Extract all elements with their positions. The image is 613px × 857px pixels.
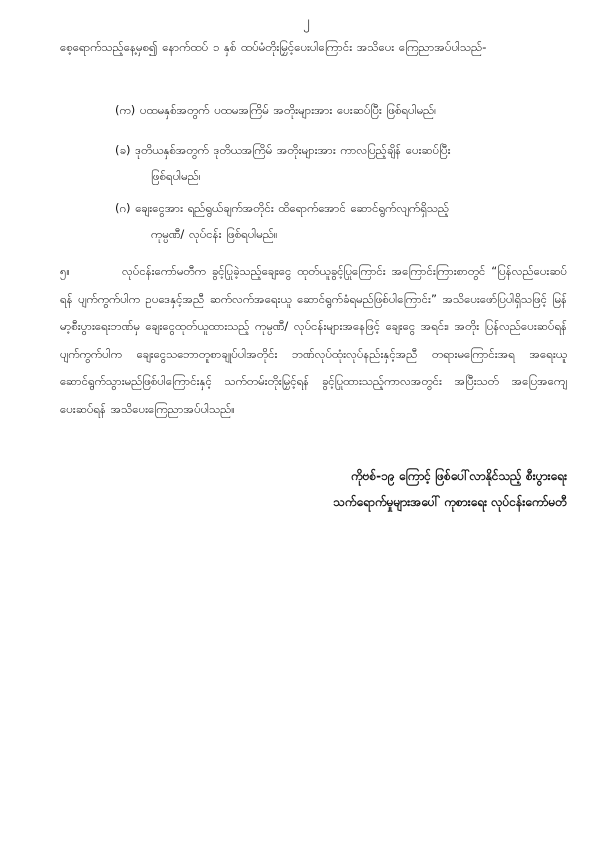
paragraph-5 <box>60 258 567 423</box>
page-number: ၂ <box>303 14 310 30</box>
list-item-label: (ဂ) <box>115 201 131 215</box>
list-item-label: (ခ) <box>115 143 131 157</box>
signature-line-2: သက်ရောက်မှုများအပေါ် ကုစားရေး လုပ်ငန်းကော်မတီ <box>333 495 567 509</box>
list-item-continuation: ကုမ္ပဏီ/ လုပ်ငန်း ဖြစ်ရပါမည်။ <box>151 227 278 241</box>
intro-paragraph: စေ့ရောက်သည့်နေ့မှစ၍ နောက်ထပ် ၁ နှစ် ထပ်မံတိုးမြှင့်ပေးပါကြောင်း အသိပေး ကြေညာအပ်ပါသည်- <box>60 40 487 54</box>
list-item-c <box>115 195 567 247</box>
list-item-label: (က) <box>115 103 136 117</box>
paragraph-text: လုပ်ငန်းကော်မတီက ခွင့်ပြုခဲ့သည့်ချေးငွေ ထုတ်ယူခွင့်ပြုကြောင်း အကြောင်းကြားစာတွင် “ပြန်လည်ပေးဆပ်ရန် ပျက်ကွက်ပါက ဥပဒေနှင့်အညီ ဆက်လက်အရေးယူ ဆောင်ရွက်ခံရမည်ဖြစ်ပါကြောင်း” အသိပေးဖော်ပြပါရှိသဖြင့် မြန်မာ့စီးပွားရေးဘဏ်မှ ချေးငွေထုတ်ယူထားသည့် ကုမ္ပဏီ/ လုပ်ငန်းများအနေဖြင့် ချေးငွေ အရင်း၊ အတိုး ပြန်လည်ပေးဆပ်ရန် ပျက်ကွက်ပါက ချေးငွေသဘောတူစာချုပ်ပါအတိုင်း ဘဏ်လုပ်ထုံးလုပ်နည်းနှင့်အညီ တရားမကြောင်းအရ အရေးယူဆောင်ရွက်သွားမည်ဖြစ်ပါကြောင်းနှင့် သက်တမ်းတိုးမြှင့်ရန် ခွင့်ပြုထားသည့်ကာလအတွင်း အပြီးသတ် အပြေအကျေပေးဆပ်ရန် အသိပေးကြေညာအပ်ပါသည်။ <box>60 264 567 416</box>
list-item-text: ပထမနှစ်အတွက် ပထမအကြိမ် အတိုးများအား ပေးဆပ်ပြီး ဖြစ်ရပါမည်၊ <box>139 103 437 117</box>
signature-block <box>333 463 567 515</box>
list-item-b <box>115 137 567 189</box>
list-item-continuation: ဖြစ်ရပါမည်၊ <box>151 169 201 183</box>
list-item-a <box>115 97 567 123</box>
paragraph-number: ၅။ <box>60 264 70 278</box>
signature-line-1: ကိုဗစ်-၁၉ ကြောင့် ဖြစ်ပေါ်လာနိုင်သည့် စီးပွားရေး <box>350 469 567 483</box>
list-item-text: ဒုတိယနှစ်အတွက် ဒုတိယအကြိမ် အတိုးများအား ကာလပြည့်ချိန် ပေးဆပ်ပြီး <box>135 143 451 157</box>
list-item-text: ချေးငွေအား ရည်ရွယ်ချက်အတိုင်း ထိရောက်အောင် ဆောင်ရွက်လျက်ရှိသည့် <box>135 201 450 215</box>
